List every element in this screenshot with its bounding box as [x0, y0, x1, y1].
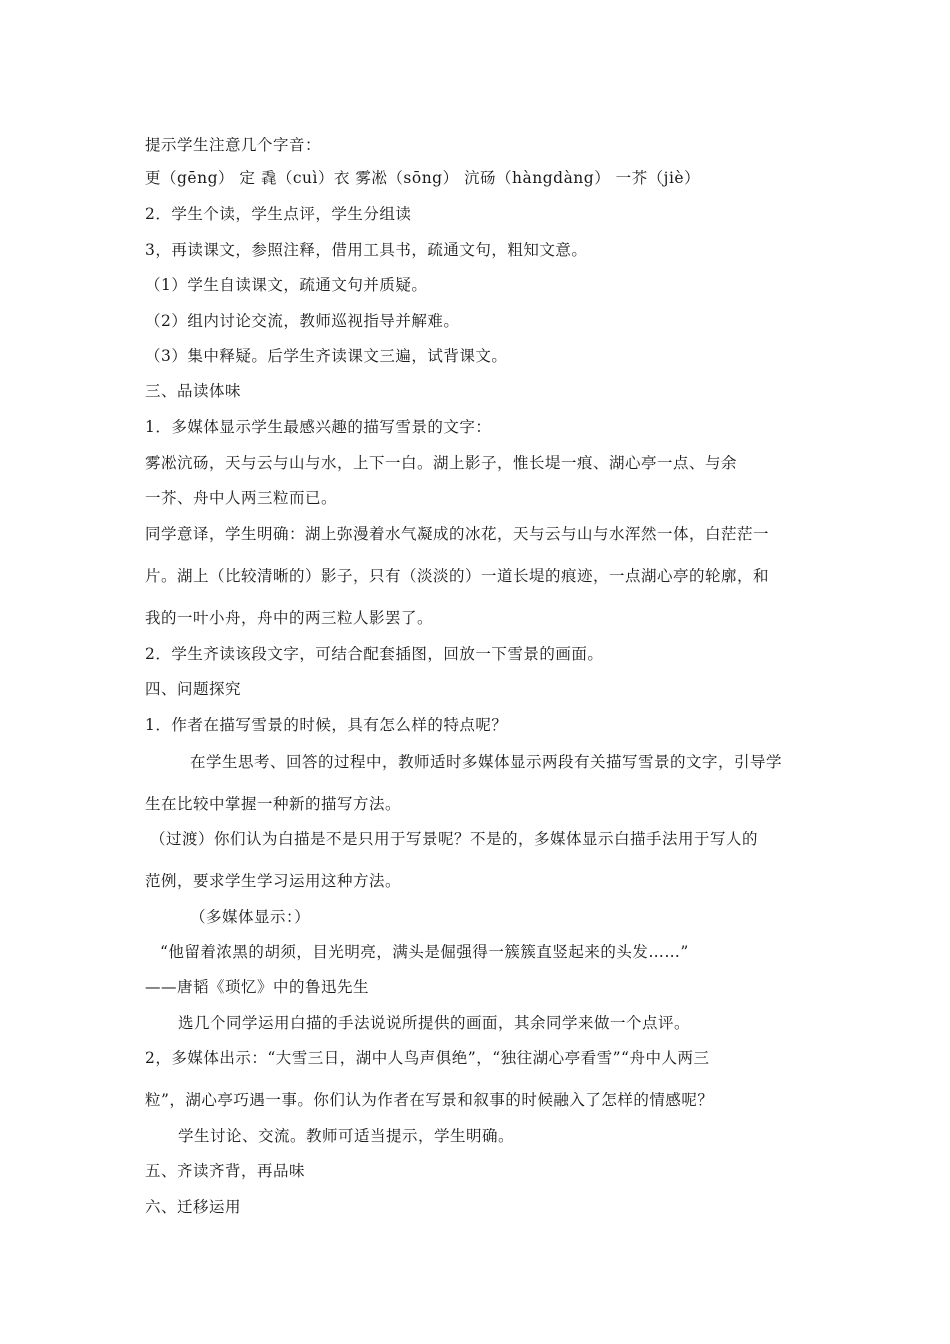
text-line: 在学生思考、回答的过程中，教师适时多媒体显示两段有关描写雪景的文字，引导学: [190, 753, 783, 771]
text-line: 3，再读课文，参照注释，借用工具书，疏通文句，粗知文意。: [145, 241, 588, 259]
text-line: 同学意译，学生明确：湖上弥漫着水气凝成的冰花，天与云与山与水浑然一体，白茫茫一: [145, 525, 770, 543]
text-line: 范例，要求学生学习运用这种方法。: [145, 872, 402, 890]
text-line: （2）组内讨论交流，教师巡视指导并解难。: [145, 312, 460, 330]
text-line: （多媒体显示：）: [190, 908, 311, 926]
section-heading: 五、齐读齐背，再品味: [145, 1162, 306, 1180]
quote-line: “他留着浓黑的胡须，目光明亮，满头是倔强得一簇簇直竖起来的头发……”: [160, 943, 689, 961]
text-line: 1．作者在描写雪景的时候，具有怎么样的特点呢？: [145, 716, 508, 734]
text-line: （过渡）你们认为白描是不是只用于写景呢？不是的，多媒体显示白描手法用于写人的: [150, 830, 759, 848]
text-line: （3）集中释疑。后学生齐读课文三遍，试背课文。: [145, 347, 508, 365]
text-line: 提示学生注意几个字音：: [145, 136, 322, 154]
text-line: 我的一叶小舟，舟中的两三粒人影罢了。: [145, 609, 434, 627]
section-heading: 四、问题探究: [145, 680, 242, 698]
text-line: （1）学生自读课文，疏通文句并质疑。: [145, 276, 428, 294]
text-line: 学生讨论、交流。教师可适当提示，学生明确。: [178, 1127, 515, 1145]
text-line: 雾凇沆砀，天与云与山与水，上下一白。湖上影子，惟长堤一痕、湖心亭一点、与余: [145, 454, 738, 472]
text-line: 1．多媒体显示学生最感兴趣的描写雪景的文字：: [145, 418, 492, 436]
section-heading: 三、品读体味: [145, 382, 242, 400]
text-line: 更（gēng） 定 毳（cuì）衣 雾凇（sōng） 沆砀（hàngdàng） 一芥（jiè）: [145, 169, 701, 187]
text-line: 粒”，湖心亭巧遇一事。你们认为作者在写景和叙事的时候融入了怎样的情感呢？: [145, 1091, 714, 1109]
text-line: 片。湖上（比较清晰的）影子，只有（淡淡的）一道长堤的痕迹，一点湖心亭的轮廓，和: [145, 567, 770, 585]
text-line: 生在比较中掌握一种新的描写方法。: [145, 795, 402, 813]
section-heading: 六、迁移运用: [145, 1198, 242, 1216]
text-line: 2．学生个读，学生点评，学生分组读: [145, 205, 412, 223]
quote-attribution: ——唐韬《琐忆》中的鲁迅先生: [145, 978, 370, 996]
text-line: 2，多媒体出示：“大雪三日，湖中人鸟声俱绝”，“独往湖心亭看雪”“舟中人两三: [145, 1049, 710, 1067]
text-line: 一芥、舟中人两三粒而已。: [145, 489, 338, 507]
text-line: 2．学生齐读该段文字，可结合配套插图，回放一下雪景的画面。: [145, 645, 604, 663]
text-line: 选几个同学运用白描的手法说说所提供的画面，其余同学来做一个点评。: [178, 1014, 691, 1032]
